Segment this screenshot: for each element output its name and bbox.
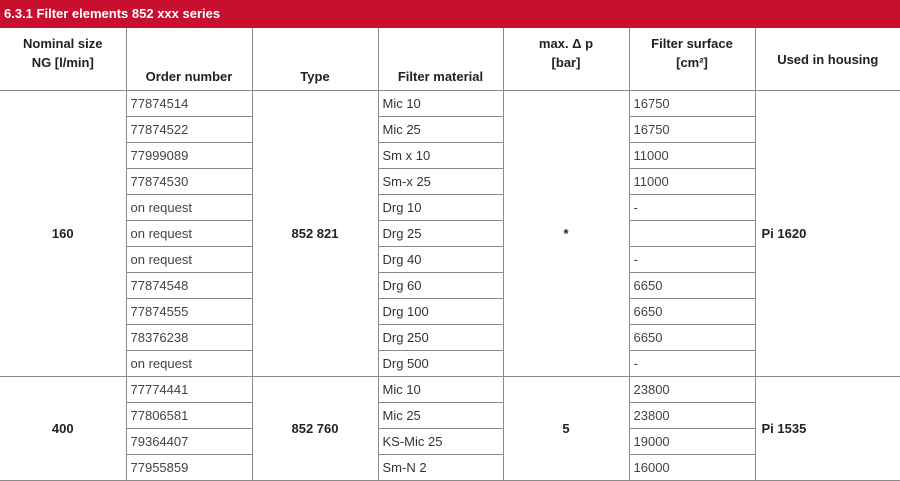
filter-surface-cell: 6650	[629, 299, 755, 325]
filter-material-cell: Drg 60	[378, 273, 503, 299]
filter-material-cell: Sm x 10	[378, 143, 503, 169]
filter-surface-cell	[629, 221, 755, 247]
used-in-housing-cell: Pi 1620	[755, 91, 900, 377]
filter-surface-cell: 16000	[629, 455, 755, 481]
filter-elements-table	[0, 28, 900, 481]
table-header-row	[0, 28, 900, 91]
filter-surface-cell: 16750	[629, 117, 755, 143]
filter-surface-cell: 11000	[629, 169, 755, 195]
table-row	[0, 91, 900, 117]
filter-material-cell: Drg 10	[378, 195, 503, 221]
filter-surface-cell: 16750	[629, 91, 755, 117]
filter-surface-cell: 6650	[629, 273, 755, 299]
table-row	[0, 377, 900, 403]
col-header-nominal-size	[0, 28, 126, 91]
col-header-type: Type	[252, 28, 378, 91]
order-number-cell: 77874555	[126, 299, 252, 325]
col-header-used-in-housing: Used in housing	[755, 28, 900, 91]
order-number-cell: on request	[126, 195, 252, 221]
section-title: 6.3.1 Filter elements 852 xxx series	[0, 0, 900, 28]
nominal-size-cell: 160	[0, 91, 126, 377]
filter-material-cell: Sm-N 2	[378, 455, 503, 481]
col-header-max-dp-label: max. Δ p [bar]	[538, 36, 594, 70]
type-cell: 852 760	[252, 377, 378, 481]
order-number-cell: 77774441	[126, 377, 252, 403]
max-dp-cell: *	[503, 91, 629, 377]
filter-material-cell: Drg 250	[378, 325, 503, 351]
filter-material-cell: Mic 25	[378, 403, 503, 429]
col-header-order-number: Order number	[126, 28, 252, 91]
col-header-filter-material: Filter material	[378, 28, 503, 91]
col-header-filter-surface	[629, 28, 755, 91]
order-number-cell: 77999089	[126, 143, 252, 169]
filter-surface-cell: -	[629, 195, 755, 221]
order-number-cell: on request	[126, 247, 252, 273]
order-number-cell: 77806581	[126, 403, 252, 429]
table-body	[0, 91, 900, 481]
filter-material-cell: Mic 10	[378, 91, 503, 117]
nominal-size-cell: 400	[0, 377, 126, 481]
order-number-cell: 78376238	[126, 325, 252, 351]
col-header-nominal-size-label: Nominal size NG [l/min]	[23, 36, 103, 70]
order-number-cell: 77955859	[126, 455, 252, 481]
col-header-max-dp	[503, 28, 629, 91]
used-in-housing-cell: Pi 1535	[755, 377, 900, 481]
order-number-cell: on request	[126, 351, 252, 377]
order-number-cell: on request	[126, 221, 252, 247]
filter-material-cell: KS-Mic 25	[378, 429, 503, 455]
filter-surface-cell: 11000	[629, 143, 755, 169]
col-header-filter-surface-label: Filter surface [cm²]	[651, 36, 733, 70]
filter-material-cell: Drg 40	[378, 247, 503, 273]
filter-surface-cell: 19000	[629, 429, 755, 455]
order-number-cell: 77874514	[126, 91, 252, 117]
filter-material-cell: Mic 10	[378, 377, 503, 403]
order-number-cell: 77874522	[126, 117, 252, 143]
filter-material-cell: Sm-x 25	[378, 169, 503, 195]
filter-material-cell: Mic 25	[378, 117, 503, 143]
order-number-cell: 77874548	[126, 273, 252, 299]
max-dp-cell: 5	[503, 377, 629, 481]
filter-surface-cell: 23800	[629, 377, 755, 403]
order-number-cell: 79364407	[126, 429, 252, 455]
filter-material-cell: Drg 500	[378, 351, 503, 377]
filter-surface-cell: 6650	[629, 325, 755, 351]
order-number-cell: 77874530	[126, 169, 252, 195]
type-cell: 852 821	[252, 91, 378, 377]
filter-surface-cell: 23800	[629, 403, 755, 429]
filter-material-cell: Drg 100	[378, 299, 503, 325]
filter-surface-cell: -	[629, 351, 755, 377]
filter-material-cell: Drg 25	[378, 221, 503, 247]
filter-surface-cell: -	[629, 247, 755, 273]
